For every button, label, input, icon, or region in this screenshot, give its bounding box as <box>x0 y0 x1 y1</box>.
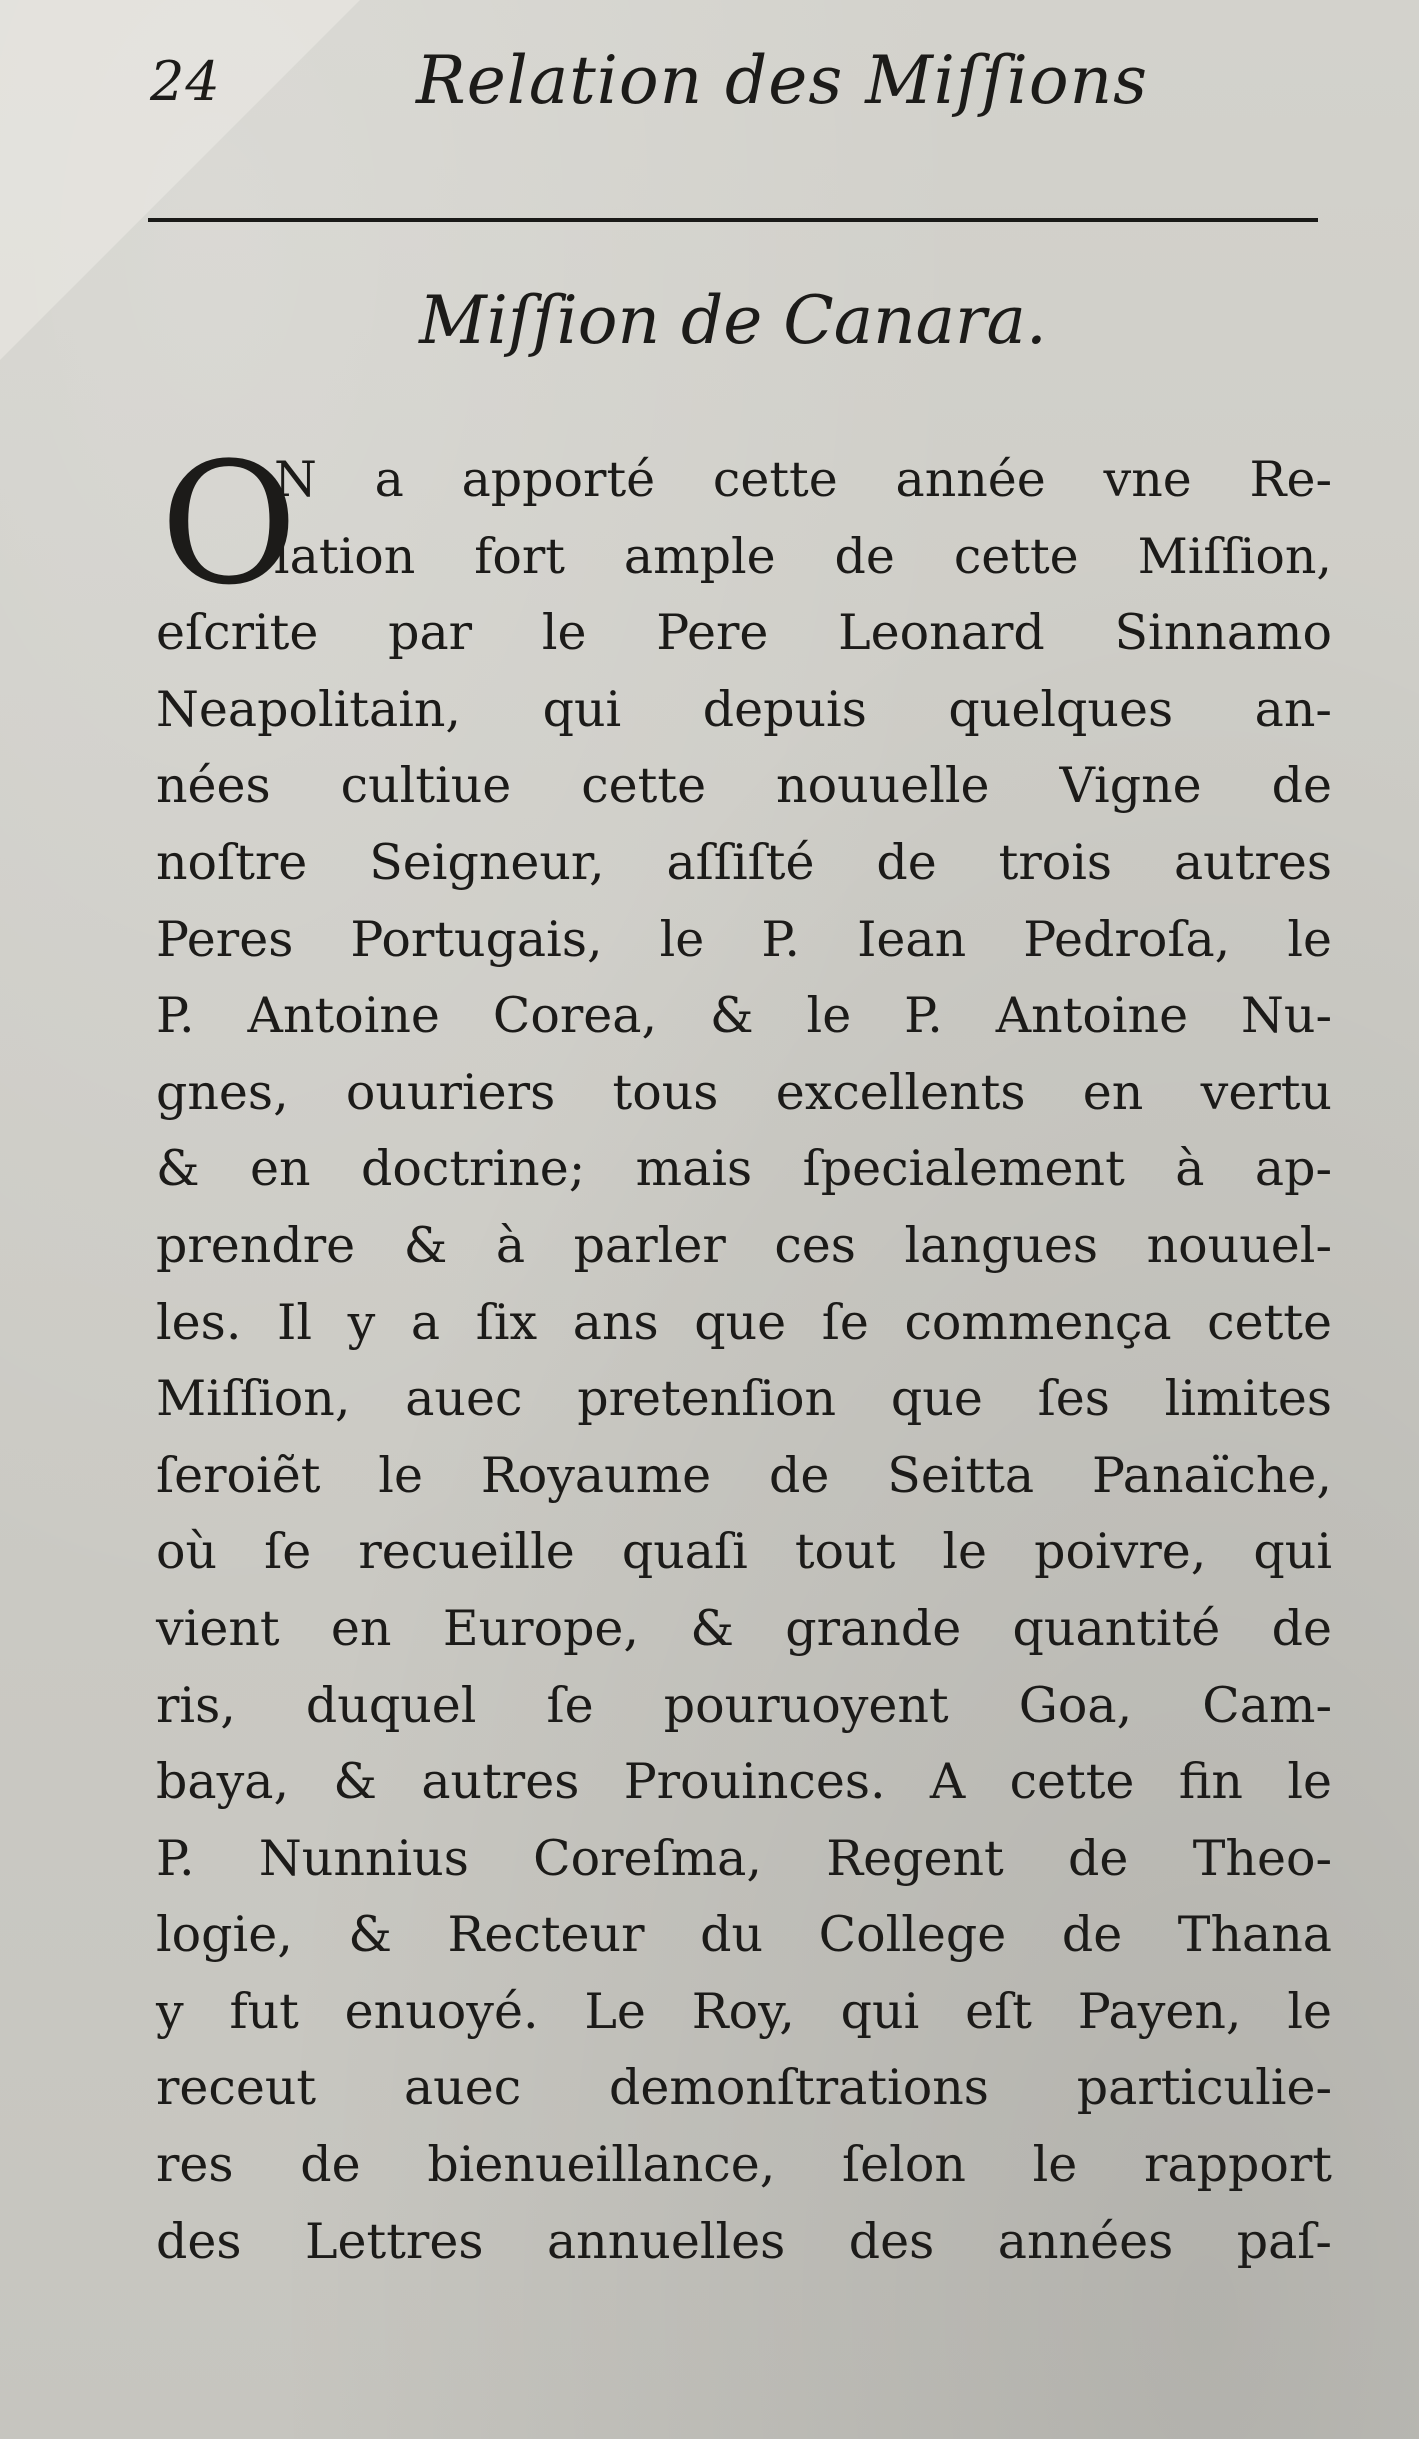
text-line: logie, & Recteur du College de Thana <box>156 1906 1332 1964</box>
text-line: & en doctrine; mais ſpecialement à ap- <box>156 1140 1332 1198</box>
text-line: baya, & autres Prouinces. A cette fin le <box>156 1753 1332 1811</box>
text-line: eſcrite par le Pere Leonard Sinnamo <box>156 604 1332 662</box>
section-heading: Miſſion de Canara. <box>419 282 1047 359</box>
page-number: 24 <box>150 50 221 113</box>
text-line: ris, duquel ſe pouruoyent Goa, Cam- <box>156 1676 1332 1734</box>
running-head <box>148 28 1328 138</box>
text-line: prendre & à parler ces langues nouuel- <box>156 1216 1332 1274</box>
text-line: vient en Europe, & grande quantité de <box>156 1599 1332 1657</box>
text-line: les. Il y a ſix ans que ſe commença cette <box>156 1293 1332 1351</box>
text-line: nées cultiue cette nouuelle Vigne de <box>156 757 1332 815</box>
text-line: des Lettres annuelles des années paſ- <box>156 2212 1332 2270</box>
text-line: P. Antoine Corea, & le P. Antoine Nu- <box>156 987 1332 1045</box>
text-line: Neapolitain, qui depuis quelques an- <box>156 680 1332 738</box>
text-line: y fut enuoyé. Le Roy, qui eſt Payen, le <box>156 1982 1332 2040</box>
text-line: où ſe recueille quaſi tout le poivre, qui <box>156 1523 1332 1581</box>
text-line: gnes, ouuriers tous excellents en vertu <box>156 1063 1332 1121</box>
drop-cap: O <box>160 426 298 622</box>
text-line: ſeroiẽt le Royaume de Seitta Panaïche, <box>156 1446 1332 1504</box>
text-line: lation fort ample de cette Miſſion, <box>274 527 1332 585</box>
text-line: P. Nunnius Coreſma, Regent de Theo- <box>156 1829 1332 1887</box>
text-line: N a apporté cette année vne Re- <box>274 451 1332 508</box>
text-line: Peres Portugais, le P. Iean Pedroſa, le <box>156 910 1332 968</box>
text-line: Miſſion, auec pretenſion que ſes limites <box>156 1370 1332 1428</box>
body-text <box>156 426 1332 2280</box>
text-line: noſtre Seigneur, aſſiſté de trois autres <box>156 833 1332 891</box>
running-title: Relation des Miſſions <box>416 42 1148 119</box>
header-rule <box>148 218 1318 222</box>
text-line: res de bienueillance, ſelon le rapport <box>156 2136 1332 2194</box>
text-line: receut auec demonſtrations particulie- <box>156 2059 1332 2117</box>
